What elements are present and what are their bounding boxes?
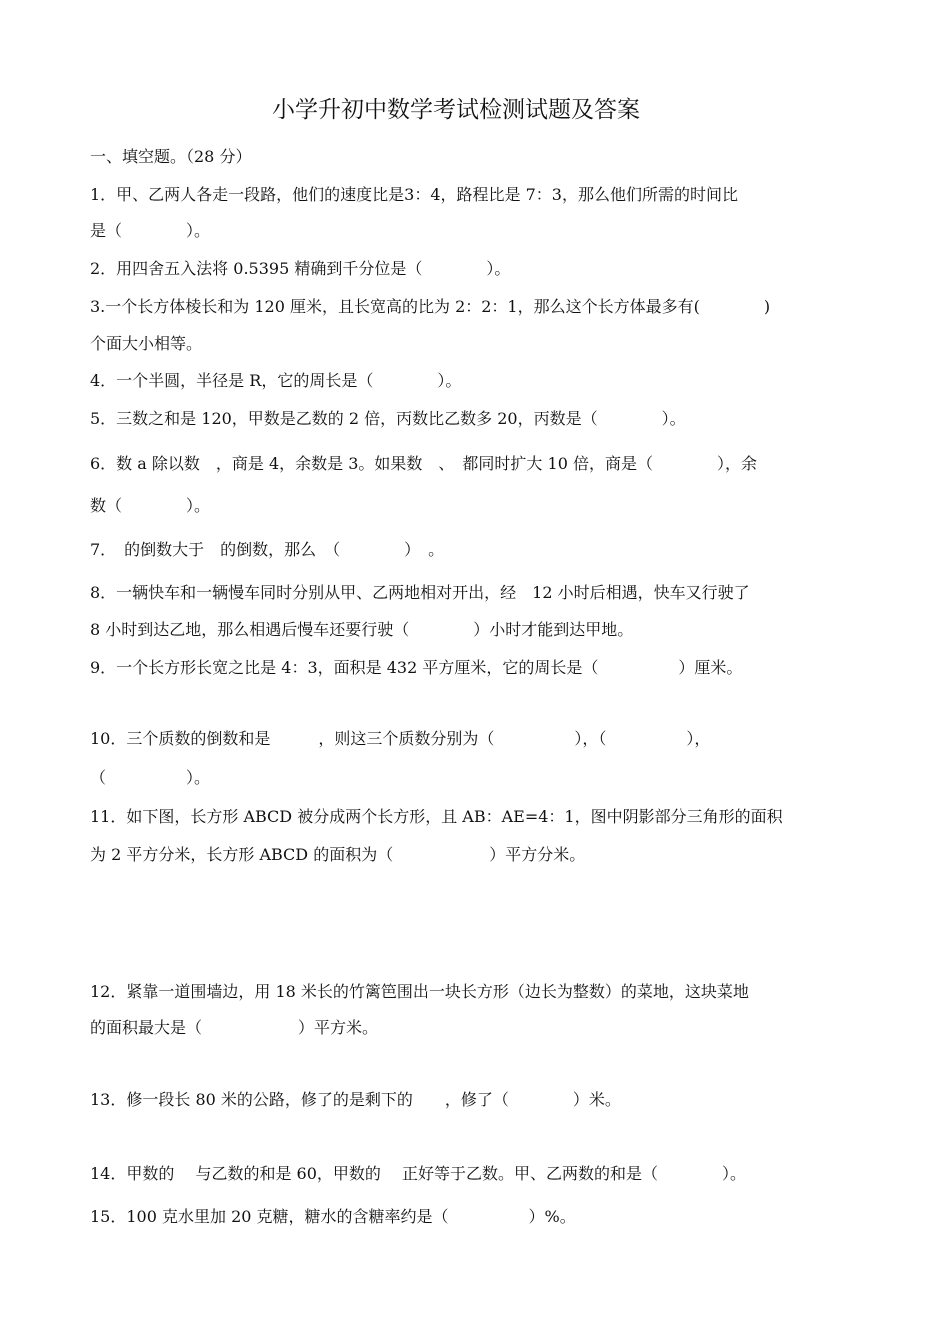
question-3-line-1: 3.一个长方体棱长和为 120 厘米，且长宽高的比为 2：2：1，那么这个长方体最多有( ) xyxy=(90,297,771,316)
question-8-line-2: 8 小时到达乙地，那么相遇后慢车还要行驶（ ）小时才能到达甲地。 xyxy=(90,620,634,639)
question-3-line-2: 个面大小相等。 xyxy=(90,334,203,353)
question-11-line-1: 11．如下图，长方形 ABCD 被分成两个长方形，且 AB：AE=4：1，图中阴影部分三角形的面积 xyxy=(90,807,783,826)
question-4: 4．一个半圆，半径是 R，它的周长是（ ）。 xyxy=(90,371,462,390)
question-2: 2．用四舍五入法将 0.5395 精确到千分位是（ ）。 xyxy=(90,259,511,278)
question-8-line-1: 8．一辆快车和一辆慢车同时分别从甲、乙两地相对开出，经 12 小时后相遇，快车又行驶了 xyxy=(90,583,750,602)
question-6-line-1: 6．数 a 除以数 ，商是 4，余数是 3。如果数 、 都同时扩大 10 倍，商是（ ），余 xyxy=(90,454,757,473)
question-5: 5．三数之和是 120，甲数是乙数的 2 倍，丙数比乙数多 20，丙数是（ ）。 xyxy=(90,409,686,428)
question-1-line-1: 1．甲、乙两人各走一段路，他们的速度比是3：4，路程比是 7：3，那么他们所需的时间比 xyxy=(90,185,738,204)
question-6-line-2: 数（ ）。 xyxy=(90,496,211,515)
question-13: 13．修一段长 80 米的公路，修了的是剩下的 ，修了（ ）米。 xyxy=(90,1090,621,1109)
figure-placeholder xyxy=(90,880,860,960)
question-7: 7． 的倒数大于 的倒数，那么 （ ） 。 xyxy=(90,540,445,559)
question-12-line-2: 的面积最大是（ ）平方米。 xyxy=(90,1018,379,1037)
page-title: 小学升初中数学考试检测试题及答案 xyxy=(272,97,640,123)
question-10-line-2: （ ）。 xyxy=(90,768,211,787)
section-heading: 一、填空题。（28 分） xyxy=(90,147,252,166)
question-12-line-1: 12．紧靠一道围墙边，用 18 米长的竹篱笆围出一块长方形（边长为整数）的菜地，这块菜地 xyxy=(90,982,749,1001)
question-10-line-1: 10．三个质数的倒数和是 ，则这三个质数分别为（ ），（ ）， xyxy=(90,729,711,748)
question-1-line-2: 是（ ）。 xyxy=(90,221,211,240)
question-11-line-2: 为 2 平方分米，长方形 ABCD 的面积为（ ）平方分米。 xyxy=(90,845,586,864)
question-15: 15．100 克水里加 20 克糖，糖水的含糖率约是（ ）%。 xyxy=(90,1207,576,1226)
question-9: 9．一个长方形长宽之比是 4：3，面积是 432 平方厘米，它的周长是（ ）厘米。 xyxy=(90,658,743,677)
question-14: 14．甲数的 与乙数的和是 60，甲数的 正好等于乙数。甲、乙两数的和是（ ）。 xyxy=(90,1164,746,1183)
